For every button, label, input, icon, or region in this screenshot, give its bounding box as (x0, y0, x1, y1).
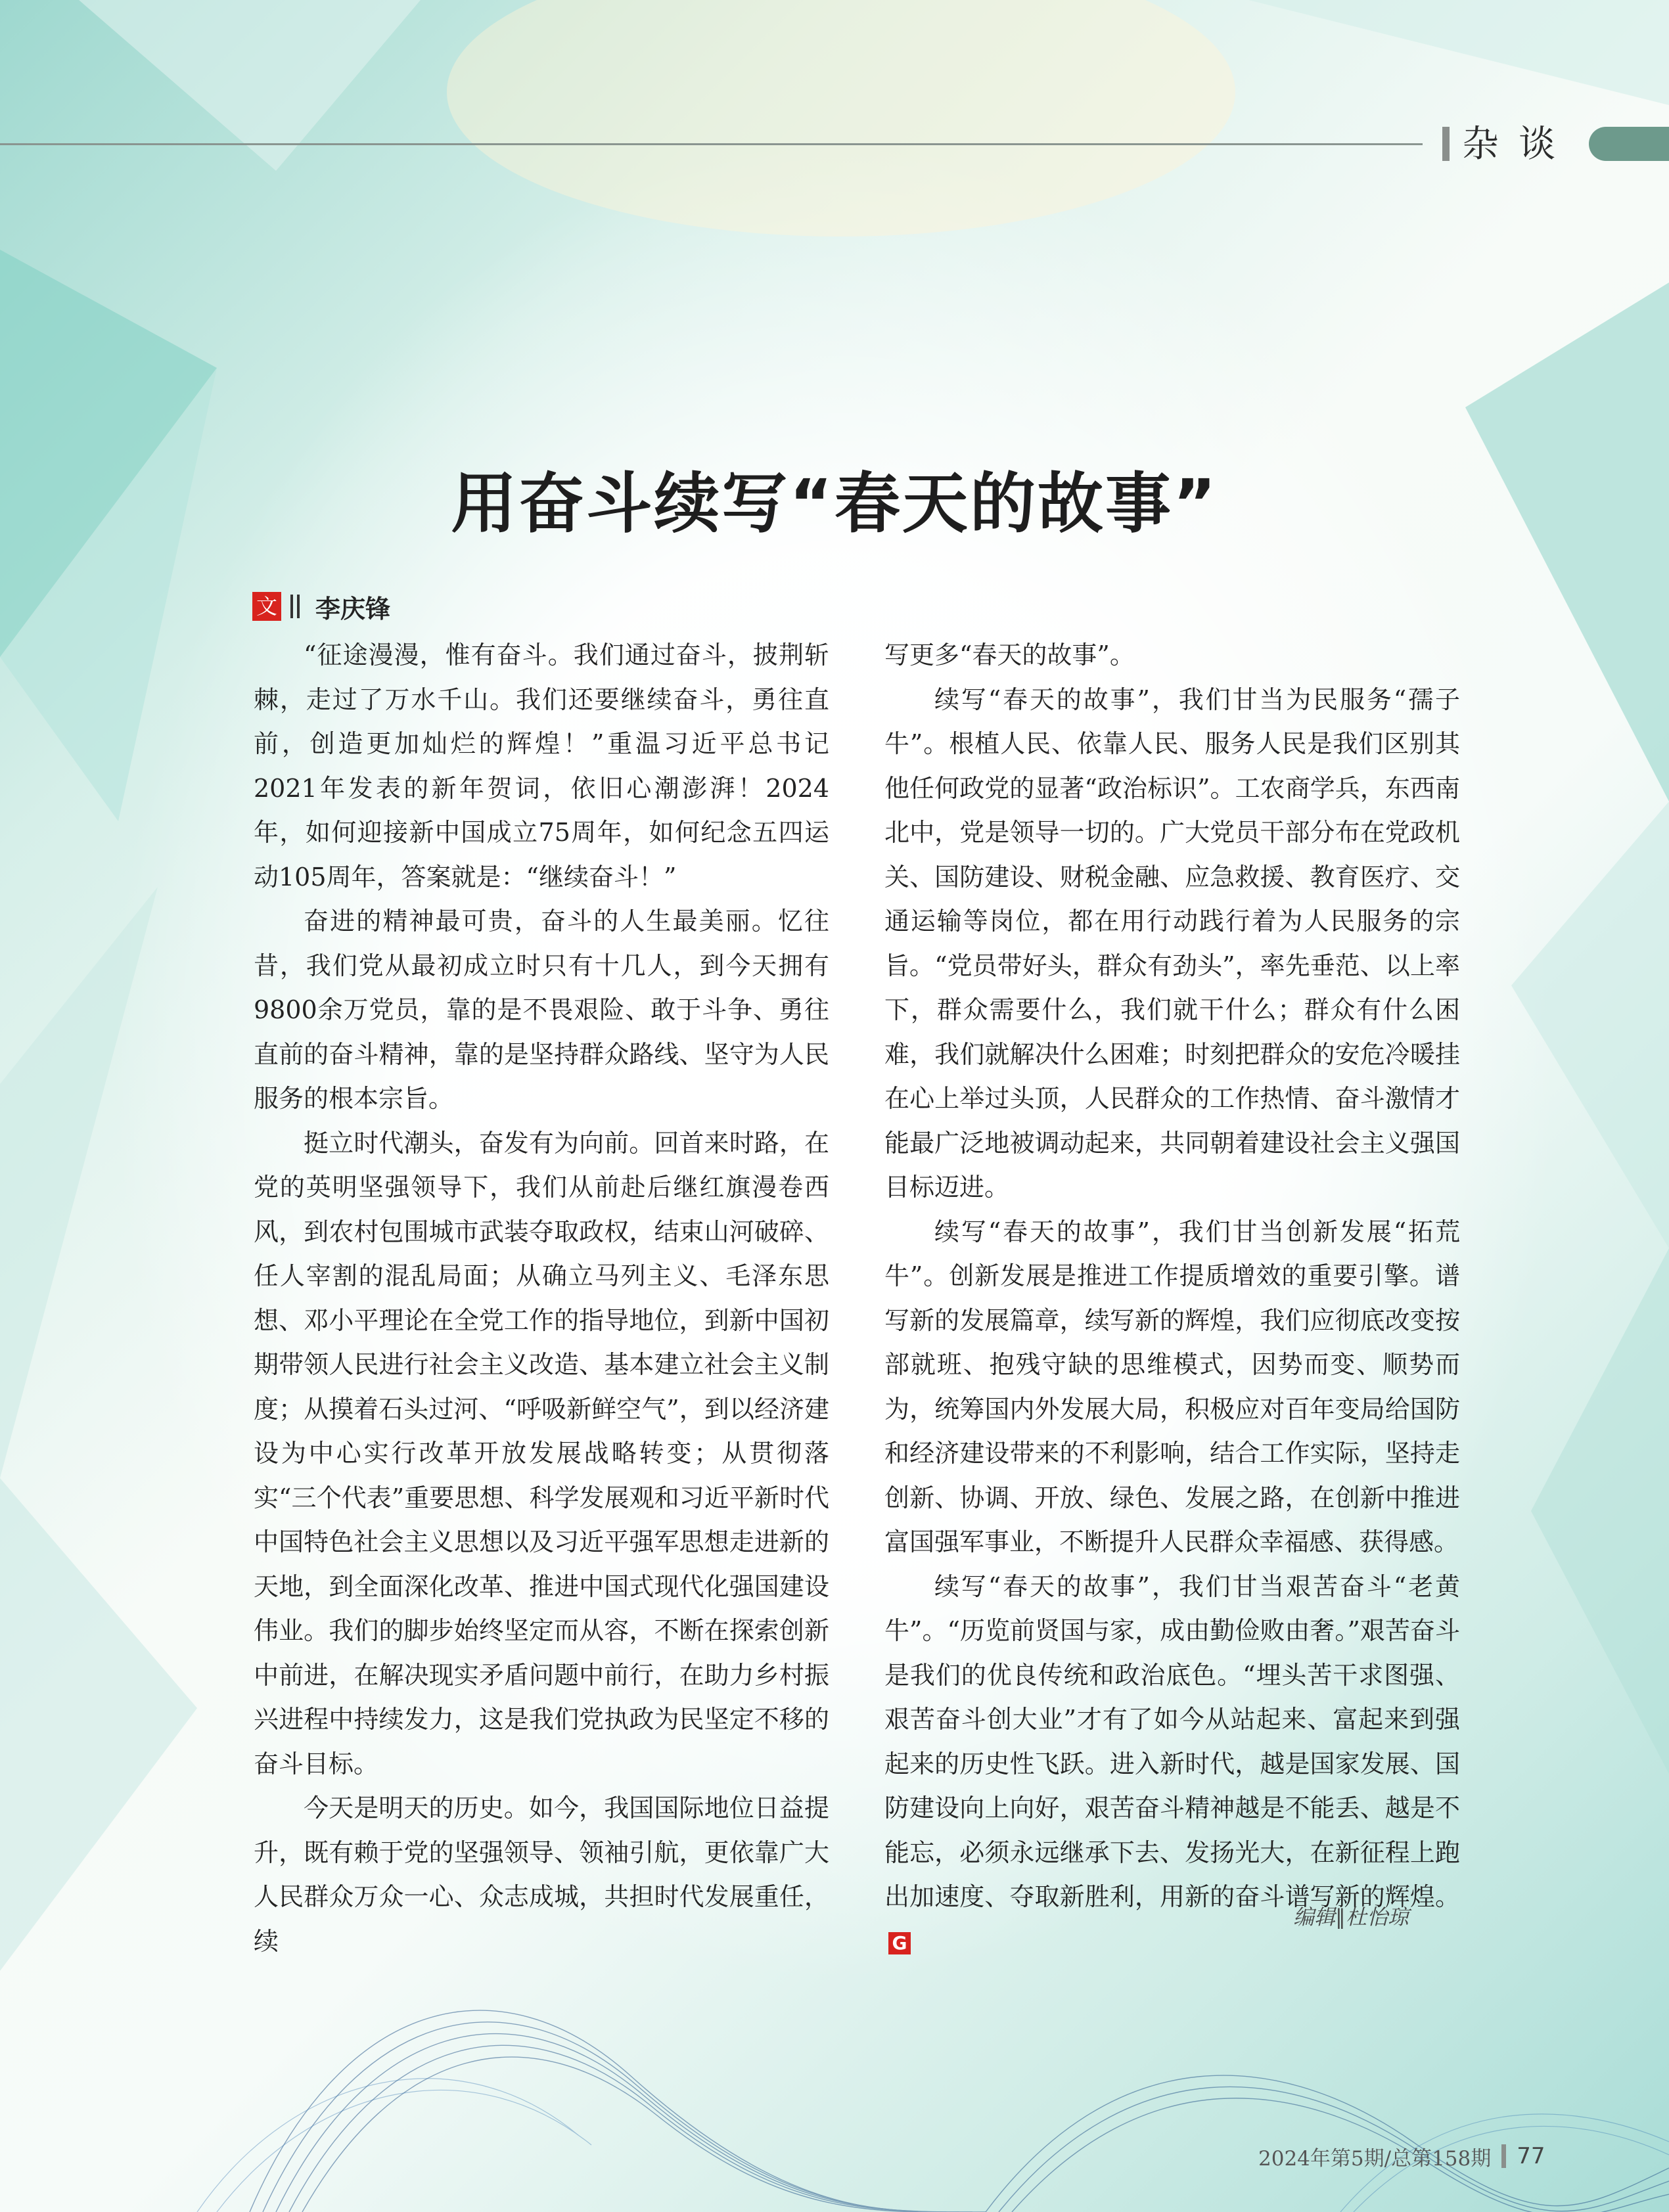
header-rule (0, 143, 1423, 145)
paragraph-text: 续写“春天的故事”，我们甘当艰苦奋斗“老黄牛”。“历览前贤国与家，成由勤俭败由奢。”艰苦奋斗是我们的优良传统和政治底色。“埋头苦干求图强、艰苦奋斗创大业”才有了如今从站起来、富起来到强起来的历史性飞跃。进入新时代，越是国家发展、国防建设向上向好，艰苦奋斗精神越是不能丢、越是不能忘，必须永远继承下去、发扬光大，在新征程上跑出加速度、夺取新胜利，用新的奋斗谱写新的辉煌。 (884, 1571, 1460, 1911)
byline-tag: 文 (252, 592, 281, 621)
article-column-right (884, 633, 1460, 1964)
paragraph: “征途漫漫，惟有奋斗。我们通过奋斗，披荆斩棘，走过了万水千山。我们还要继续奋斗，勇往直前，创造更加灿烂的辉煌！”重温习近平总书记2021年发表的新年贺词，依旧心潮澎湃！2024年，如何迎接新中国成立75周年，如何纪念五四运动105周年，答案就是：“继续奋斗！” (254, 641, 829, 892)
paragraph: 续写“春天的故事”，我们甘当创新发展“拓荒牛”。创新发展是推进工作提质增效的重要引擎。谱写新的发展篇章，续写新的辉煌，我们应彻底改变按部就班、抱残守缺的思维模式，因势而变、顺势而为，统筹国内外发展大局，积极应对百年变局给国防和经济建设带来的不利影响，结合工作实际，坚持走创新、协调、开放、绿色、发展之路，在创新中推进富国强军事业，不断提升人民群众幸福感、获得感。 (884, 1217, 1460, 1556)
issue-info: 2024年第5期/总第158期 (1258, 2146, 1492, 2171)
author-name: 李庆锋 (315, 594, 391, 623)
paragraph: 续写“春天的故事”，我们甘当为民服务“孺子牛”。根植人民、依靠人民、服务人民是我们区别其他任何政党的显著“政治标识”。工农商学兵，东西南北中，党是领导一切的。广大党员干部分布在党政机关、国防建设、财税金融、应急救援、教育医疗、交通运输等岗位，都在用行动践行着为人民服务的宗旨。“党员带好头，群众有劲头”，率先垂范、以上率下，群众需要什么，我们就干什么；群众有什么困难，我们就解决什么困难；时刻把群众的安危冷暖挂在心上举过头顶，人民群众的工作热情、奋斗激情才能最广泛地被调动起来，共同朝着建设社会主义强国目标迈进。 (884, 685, 1460, 1202)
byline-divider (290, 595, 300, 618)
paragraph: 奋进的精神最可贵，奋斗的人生最美丽。忆往昔，我们党从最初成立时只有十几人，到今天拥有9800余万党员，靠的是不畏艰险、敢于斗争、勇往直前的奋斗精神，靠的是坚持群众路线、坚守为人民服务的根本宗旨。 (254, 907, 829, 1113)
article-title: 用奋斗续写“春天的故事” (451, 465, 1218, 542)
footer-divider (1501, 2144, 1506, 2168)
paragraph: 今天是明天的历史。如今，我国国际地位日益提升，既有赖于党的坚强领导、领袖引航，更依靠广大人民群众万众一心、众志成城，共担时代发展重任，续 (254, 1794, 829, 1956)
section-label: 杂谈 (1462, 123, 1575, 166)
paragraph-continuation: 写更多“春天的故事”。 (884, 641, 1135, 669)
editor-credit: 编辑∥杜怡琼 (1293, 1905, 1409, 1930)
byline (252, 590, 390, 623)
end-mark-icon: G (888, 1932, 911, 1954)
page-number: 77 (1517, 2143, 1545, 2169)
page-footer (1258, 2140, 1545, 2173)
section-tab (1589, 127, 1669, 161)
section-marker-bar (1442, 127, 1450, 161)
article-column-left (254, 633, 829, 1964)
paragraph: 挺立时代潮头，奋发有为向前。回首来时路，在党的英明坚强领导下，我们从前赴后继红旗漫卷西风，到农村包围城市武装夺取政权，结束山河破碎、任人宰割的混乱局面；从确立马列主义、毛泽东思想、邓小平理论在全党工作的指导地位，到新中国初期带领人民进行社会主义改造、基本建立社会主义制度；从摸着石头过河、“呼吸新鲜空气”，到以经济建设为中心实行改革开放发展战略转变；从贯彻落实“三个代表”重要思想、科学发展观和习近平新时代中国特色社会主义思想以及习近平强军思想走进新的天地，到全面深化改革、推进中国式现代化强国建设伟业。我们的脚步始终坚定而从容，不断在探索创新中前进，在解决现实矛盾问题中前行，在助力乡村振兴进程中持续发力，这是我们党执政为民坚定不移的奋斗目标。 (254, 1128, 829, 1778)
